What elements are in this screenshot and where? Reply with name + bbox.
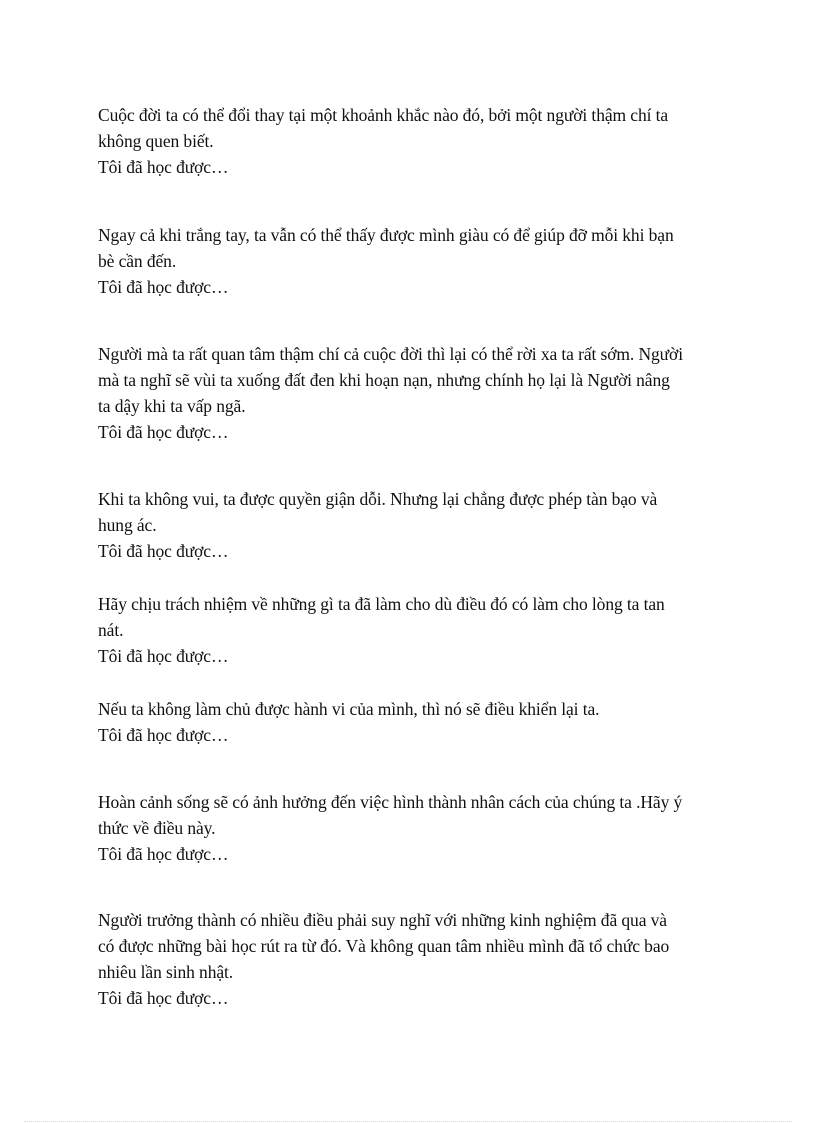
text-line: Cuộc đời ta có thể đổi thay tại một khoảnh khắc nào đó, bởi một người thậm chí ta <box>98 105 669 125</box>
refrain-line: Tôi đã học được… <box>98 157 229 177</box>
page-bottom-rule <box>24 1121 792 1122</box>
text-line: nát. <box>98 620 124 640</box>
text-line: có được những bài học rút ra từ đó. Và không quan tâm nhiều mình đã tổ chức bao <box>98 936 670 956</box>
paragraph-1 <box>98 102 738 180</box>
text-line: mà ta nghĩ sẽ vùi ta xuống đất đen khi hoạn nạn, nhưng chính họ lại là Người nâng <box>98 370 670 390</box>
text-line: nhiêu lần sinh nhật. <box>98 962 234 982</box>
paragraph-6 <box>98 696 738 748</box>
refrain-line: Tôi đã học được… <box>98 541 229 561</box>
text-line: Người trưởng thành có nhiều điều phải suy nghĩ với những kinh nghiệm đã qua và <box>98 910 667 930</box>
text-line: ta dậy khi ta vấp ngã. <box>98 396 246 416</box>
refrain-line: Tôi đã học được… <box>98 844 229 864</box>
text-line: thức về điều này. <box>98 818 216 838</box>
refrain-line: Tôi đã học được… <box>98 988 229 1008</box>
paragraph-7 <box>98 789 738 867</box>
paragraph-8 <box>98 907 738 1011</box>
text-line: hung ác. <box>98 515 157 535</box>
text-line: Người mà ta rất quan tâm thậm chí cả cuộc đời thì lại có thể rời xa ta rất sớm. Người <box>98 344 683 364</box>
refrain-line: Tôi đã học được… <box>98 646 229 666</box>
paragraph-3 <box>98 341 738 445</box>
paragraph-4 <box>98 486 738 564</box>
paragraph-2 <box>98 222 738 300</box>
text-line: Khi ta không vui, ta được quyền giận dỗi. Nhưng lại chẳng được phép tàn bạo và <box>98 489 658 509</box>
text-line: Nếu ta không làm chủ được hành vi của mình, thì nó sẽ điều khiển lại ta. <box>98 699 600 719</box>
refrain-line: Tôi đã học được… <box>98 277 229 297</box>
text-line: Hoàn cảnh sống sẽ có ảnh hưởng đến việc hình thành nhân cách của chúng ta .Hãy ý <box>98 792 683 812</box>
text-line: Ngay cả khi trắng tay, ta vẫn có thể thấy được mình giàu có để giúp đỡ mỗi khi bạn <box>98 225 674 245</box>
text-line: bè cần đến. <box>98 251 177 271</box>
text-line: Hãy chịu trách nhiệm về những gì ta đã làm cho dù điều đó có làm cho lòng ta tan <box>98 594 665 614</box>
refrain-line: Tôi đã học được… <box>98 422 229 442</box>
paragraph-5 <box>98 591 738 669</box>
text-line: không quen biết. <box>98 131 214 151</box>
refrain-line: Tôi đã học được… <box>98 725 229 745</box>
